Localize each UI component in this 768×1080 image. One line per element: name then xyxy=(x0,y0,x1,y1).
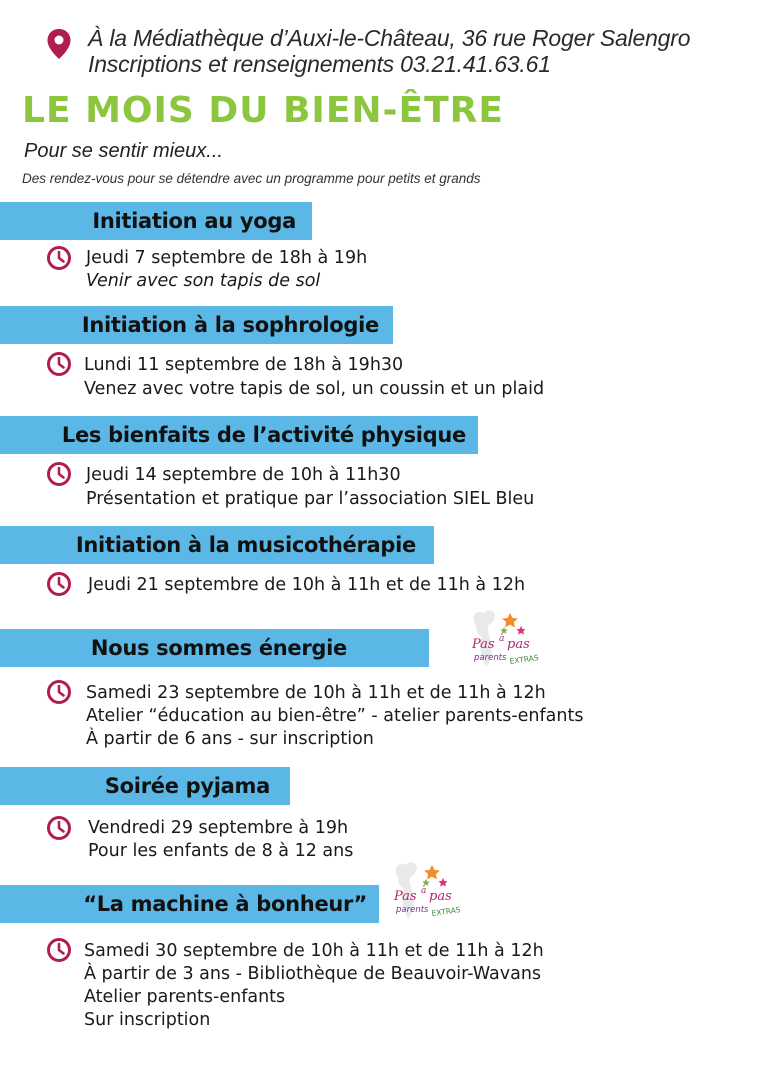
clock-icon xyxy=(46,571,72,597)
event-title: Initiation à la sophrologie xyxy=(81,313,379,337)
event-detail: Venez avec votre tapis de sol, un coussin et un plaid xyxy=(84,379,545,399)
clock-icon xyxy=(46,461,72,487)
event-banner-energie xyxy=(0,629,429,667)
event-title: Initiation au yoga xyxy=(92,209,296,233)
event-detail: Sur inscription xyxy=(84,1010,211,1030)
event-title: Les bienfaits de l’activité physique xyxy=(61,423,466,447)
clock-icon xyxy=(46,245,72,271)
event-date: Vendredi 29 septembre à 19h xyxy=(88,818,349,838)
subtitle: Pour se sentir mieux... xyxy=(24,140,223,162)
tagline: Des rendez-vous pour se détendre avec un programme pour petits et grands xyxy=(22,171,481,186)
event-date: Samedi 23 septembre de 10h à 11h et de 11h à 12h xyxy=(86,683,546,703)
event-banner-yoga xyxy=(0,202,312,240)
event-banner-machine-bonheur xyxy=(0,885,379,923)
svg-text:parents: parents xyxy=(474,653,507,663)
event-detail: Présentation et pratique par l’association SIEL Bleu xyxy=(86,489,535,509)
contact-line: Inscriptions et renseignements 03.21.41.63.61 xyxy=(88,51,551,77)
location-pin-icon xyxy=(46,28,72,60)
svg-text:à: à xyxy=(499,634,505,644)
event-date: Jeudi 14 septembre de 10h à 11h30 xyxy=(86,465,401,485)
svg-text:pas: pas xyxy=(429,889,452,904)
event-banner-pyjama xyxy=(0,767,290,805)
event-detail: À partir de 6 ans - sur inscription xyxy=(86,729,374,749)
clock-icon xyxy=(46,351,72,377)
event-banner-sophrologie xyxy=(0,306,393,344)
pas-a-pas-logo xyxy=(466,607,548,675)
event-title: Soirée pyjama xyxy=(104,774,270,798)
address-line: À la Médiathèque d’Auxi-le-Château, 36 rue Roger Salengro xyxy=(88,25,691,51)
event-title: Nous sommes énergie xyxy=(90,636,347,660)
event-date: Jeudi 21 septembre de 10h à 11h et de 11h à 12h xyxy=(88,575,526,595)
clock-icon xyxy=(46,937,72,963)
event-date: Lundi 11 septembre de 18h à 19h30 xyxy=(84,355,404,375)
event-banner-activite-physique xyxy=(0,416,478,454)
pas-a-pas-logo xyxy=(388,859,470,927)
event-title: “La machine à bonheur” xyxy=(83,892,367,916)
event-title: Initiation à la musicothérapie xyxy=(75,533,416,557)
event-note: Venir avec son tapis de sol xyxy=(86,271,321,291)
svg-text:EXTRAS: EXTRAS xyxy=(509,653,540,666)
svg-text:pas: pas xyxy=(507,637,530,652)
svg-text:Pas: Pas xyxy=(394,889,417,904)
event-detail: Atelier “éducation au bien-être” - atelier parents-enfants xyxy=(86,706,584,726)
clock-icon xyxy=(46,679,72,705)
page-title: LE MOIS DU BIEN-ÊTRE xyxy=(22,90,504,131)
event-banner-musicotherapie xyxy=(0,526,434,564)
svg-text:à: à xyxy=(421,886,427,896)
svg-text:EXTRAS: EXTRAS xyxy=(431,905,462,918)
event-detail: Pour les enfants de 8 à 12 ans xyxy=(88,841,354,861)
event-detail: Atelier parents-enfants xyxy=(84,987,286,1007)
event-date: Samedi 30 septembre de 10h à 11h et de 11h à 12h xyxy=(84,941,544,961)
clock-icon xyxy=(46,815,72,841)
event-detail: À partir de 3 ans - Bibliothèque de Beauvoir-Wavans xyxy=(84,964,542,984)
svg-text:parents: parents xyxy=(396,905,429,915)
event-date: Jeudi 7 septembre de 18h à 19h xyxy=(86,248,368,268)
svg-text:Pas: Pas xyxy=(472,637,495,652)
